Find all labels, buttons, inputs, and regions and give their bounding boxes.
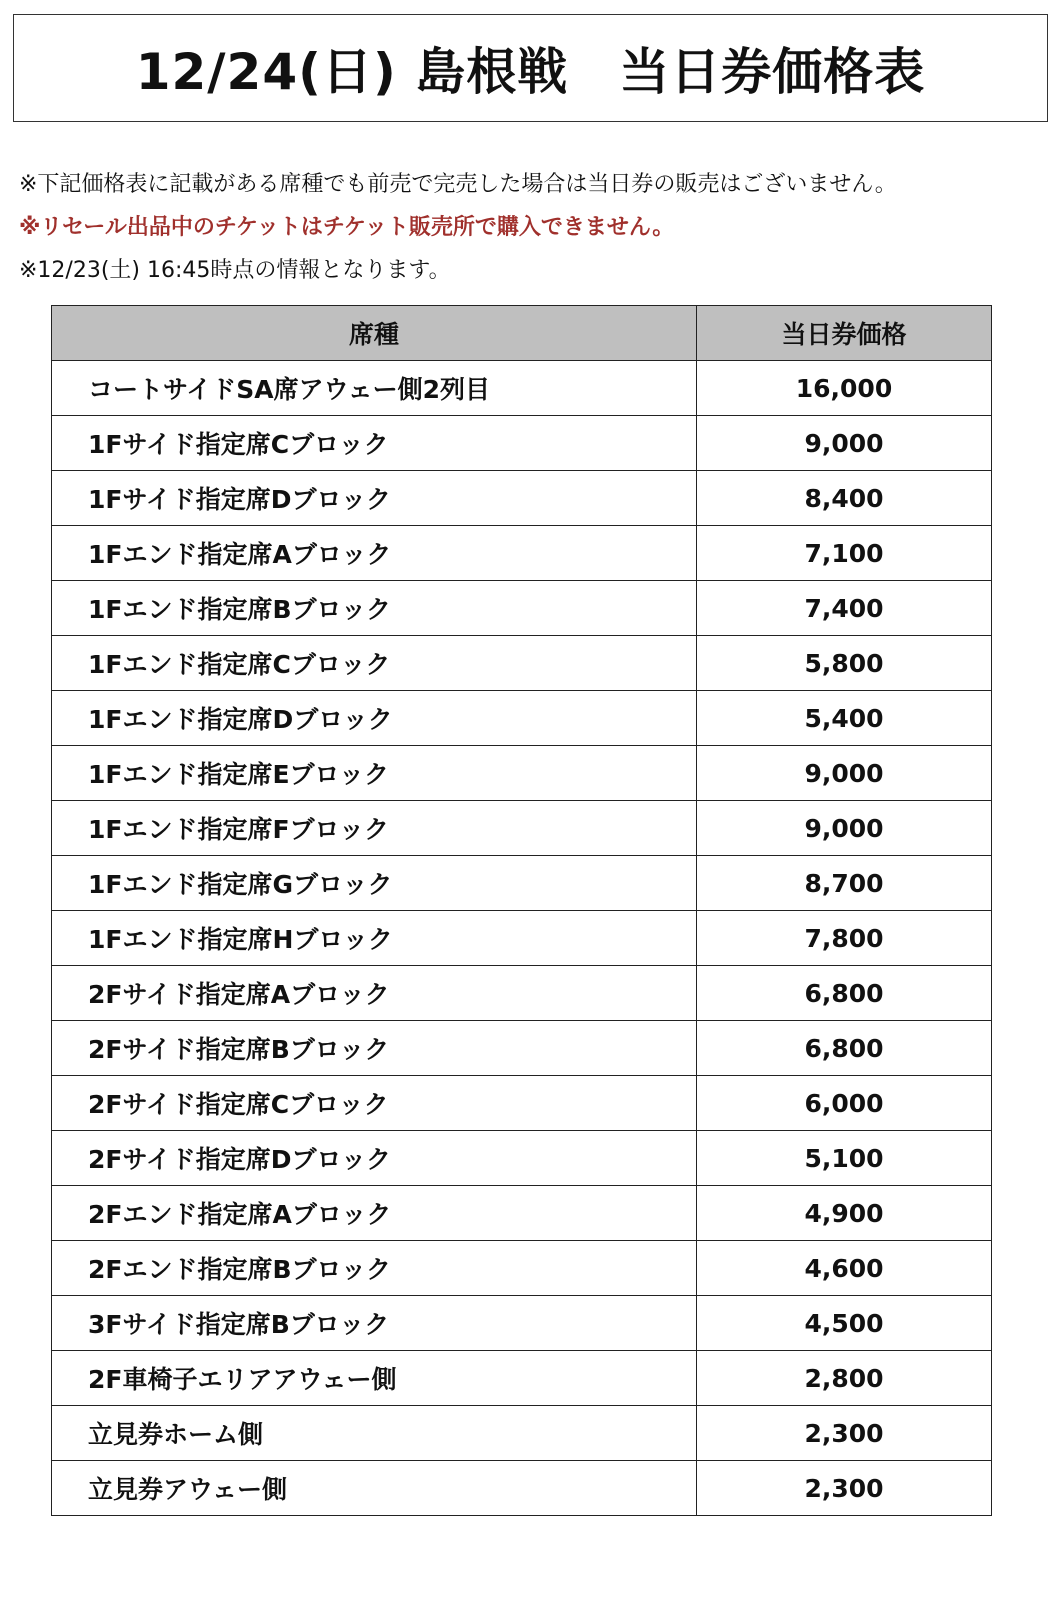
price-cell: 7,100 xyxy=(697,526,992,581)
seat-type-cell: 1Fサイド指定席Cブロック xyxy=(52,416,697,471)
table-row xyxy=(52,1076,992,1131)
table-row xyxy=(52,1296,992,1351)
price-cell: 5,100 xyxy=(697,1131,992,1186)
price-cell: 6,800 xyxy=(697,1021,992,1076)
note-info-time: ※12/23(土) 16:45時点の情報となります。 xyxy=(19,258,451,283)
price-cell: 2,800 xyxy=(697,1351,992,1406)
price-cell: 5,400 xyxy=(697,691,992,746)
price-cell: 5,800 xyxy=(697,636,992,691)
seat-type-cell: 2Fエンド指定席Bブロック xyxy=(52,1241,697,1296)
seat-type-cell: 1Fエンド指定席Gブロック xyxy=(52,856,697,911)
table-header-row xyxy=(52,306,992,361)
price-cell: 7,400 xyxy=(697,581,992,636)
table-row xyxy=(52,581,992,636)
note-resale-warning: ※リセール出品中のチケットはチケット販売所で購入できません。 xyxy=(19,215,675,240)
table-row xyxy=(52,1351,992,1406)
table-row xyxy=(52,361,992,416)
price-rows xyxy=(52,361,992,1516)
table-row xyxy=(52,636,992,691)
table-row xyxy=(52,1021,992,1076)
price-cell: 9,000 xyxy=(697,416,992,471)
table-row xyxy=(52,526,992,581)
table-row xyxy=(52,1241,992,1296)
seat-type-cell: 立見券アウェー側 xyxy=(52,1461,697,1516)
price-cell: 16,000 xyxy=(697,361,992,416)
price-cell: 2,300 xyxy=(697,1406,992,1461)
table-row xyxy=(52,691,992,746)
table-row xyxy=(52,966,992,1021)
seat-type-cell: コートサイドSA席アウェー側2列目 xyxy=(52,361,697,416)
seat-type-cell: 2Fサイド指定席Aブロック xyxy=(52,966,697,1021)
seat-type-cell: 2Fサイド指定席Cブロック xyxy=(52,1076,697,1131)
table-row xyxy=(52,1131,992,1186)
table-row xyxy=(52,1461,992,1516)
price-table xyxy=(51,305,992,1516)
title-box xyxy=(13,14,1048,122)
price-cell: 2,300 xyxy=(697,1461,992,1516)
seat-type-cell: 1Fエンド指定席Aブロック xyxy=(52,526,697,581)
notes xyxy=(19,163,1049,292)
price-cell: 9,000 xyxy=(697,801,992,856)
table-row xyxy=(52,1406,992,1461)
seat-type-cell: 2Fエンド指定席Aブロック xyxy=(52,1186,697,1241)
seat-type-cell: 1Fエンド指定席Bブロック xyxy=(52,581,697,636)
seat-type-cell: 1Fエンド指定席Cブロック xyxy=(52,636,697,691)
header-seat-type: 席種 xyxy=(52,306,697,361)
seat-type-cell: 1Fエンド指定席Eブロック xyxy=(52,746,697,801)
seat-type-cell: 1Fエンド指定席Hブロック xyxy=(52,911,697,966)
header-day-price: 当日券価格 xyxy=(697,306,992,361)
seat-type-cell: 1Fサイド指定席Dブロック xyxy=(52,471,697,526)
price-cell: 9,000 xyxy=(697,746,992,801)
table-row xyxy=(52,856,992,911)
price-cell: 4,500 xyxy=(697,1296,992,1351)
price-cell: 7,800 xyxy=(697,911,992,966)
price-cell: 8,700 xyxy=(697,856,992,911)
table-row xyxy=(52,801,992,856)
table-row xyxy=(52,1186,992,1241)
table-row xyxy=(52,416,992,471)
note-sold-out: ※下記価格表に記載がある席種でも前売で完売した場合は当日券の販売はございません。 xyxy=(19,172,897,197)
price-cell: 4,900 xyxy=(697,1186,992,1241)
seat-type-cell: 3Fサイド指定席Bブロック xyxy=(52,1296,697,1351)
table-row xyxy=(52,911,992,966)
seat-type-cell: 立見券ホーム側 xyxy=(52,1406,697,1461)
seat-type-cell: 2F車椅子エリアアウェー側 xyxy=(52,1351,697,1406)
table-row xyxy=(52,746,992,801)
seat-type-cell: 1Fエンド指定席Fブロック xyxy=(52,801,697,856)
seat-type-cell: 1Fエンド指定席Dブロック xyxy=(52,691,697,746)
price-cell: 4,600 xyxy=(697,1241,992,1296)
page-title: 12/24(日) 島根戦 当日券価格表 xyxy=(135,43,926,101)
seat-type-cell: 2Fサイド指定席Bブロック xyxy=(52,1021,697,1076)
table-row xyxy=(52,471,992,526)
seat-type-cell: 2Fサイド指定席Dブロック xyxy=(52,1131,697,1186)
price-cell: 6,800 xyxy=(697,966,992,1021)
price-cell: 6,000 xyxy=(697,1076,992,1131)
price-cell: 8,400 xyxy=(697,471,992,526)
